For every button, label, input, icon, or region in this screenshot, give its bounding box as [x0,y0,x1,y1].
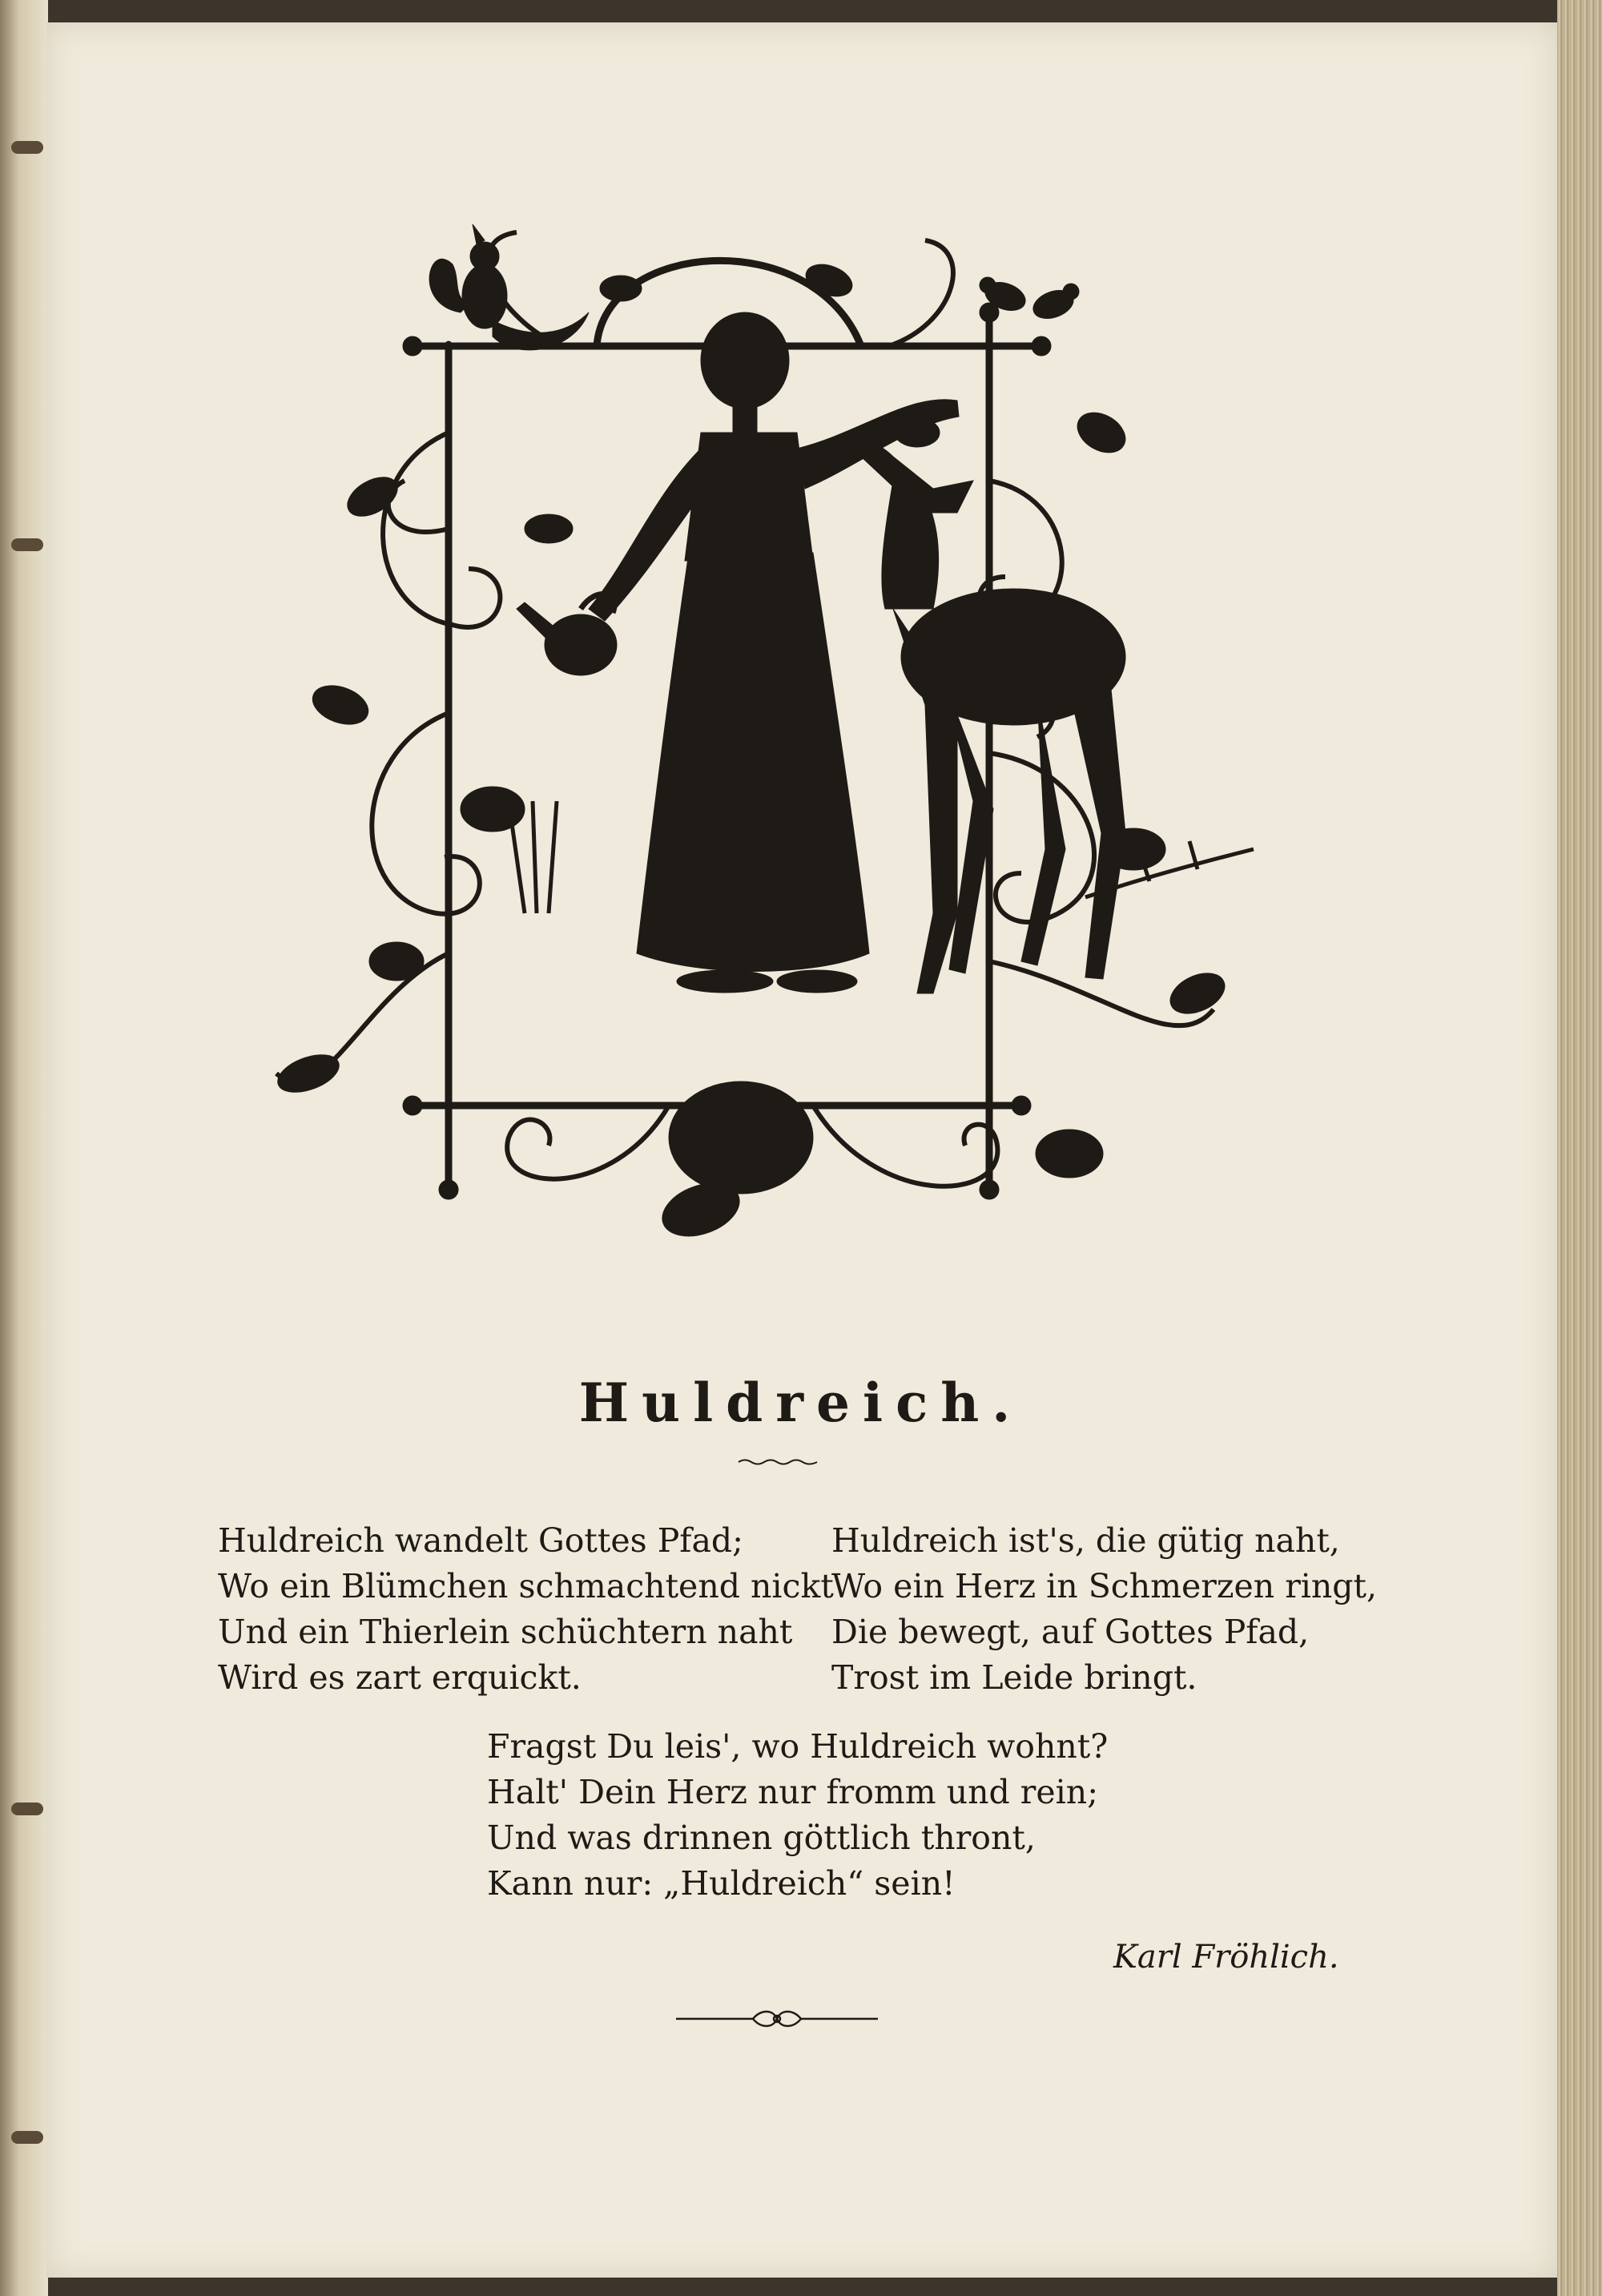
verse-line: Die bewegt, auf Gottes Pfad, [831,1613,1310,1651]
binding-stitch [11,538,43,551]
author-signature: Karl Fröhlich. [1113,1939,1339,1976]
binding-stitch [11,2131,43,2144]
binding-stitch [11,1803,43,1815]
verse-line: Huldreich wandelt Gottes Pfad; [218,1521,743,1560]
silhouette-illustration [252,192,1294,1266]
binding-stitch [11,141,43,154]
stanza-right [831,1518,1377,1701]
stanza-bottom [487,1724,1108,1907]
verse-line: Wird es zart erquickt. [218,1658,582,1697]
book-binding-edge [0,0,48,2296]
verse-line: Wo ein Herz in Schmerzen ringt, [831,1567,1378,1605]
verse-line: Halt' Dein Herz nur fromm und rein; [487,1773,1099,1811]
title-rule-ornament [737,1458,819,1466]
grass-stems [509,801,1254,913]
verse-line: Fragst Du leis', wo Huldreich wohnt? [487,1727,1109,1766]
end-ornament [673,2003,881,2035]
verse-line: Und was drinnen göttlich thront, [487,1819,1036,1857]
poem-title: Huldreich. [578,1372,1024,1435]
verse-line: Huldreich ist's, die gütig naht, [831,1521,1340,1560]
verse-line: Kann nur: „Huldreich“ sein! [487,1864,956,1903]
page-stack-edge [1557,0,1602,2296]
verse-line: Wo ein Blümchen schmachtend nickt [218,1567,834,1605]
verse-line: Und ein Thierlein schüchtern naht [218,1613,793,1651]
verse-line: Trost im Leide bringt. [831,1658,1197,1697]
squirrel-silhouette [429,224,589,350]
stanza-left [218,1518,834,1701]
